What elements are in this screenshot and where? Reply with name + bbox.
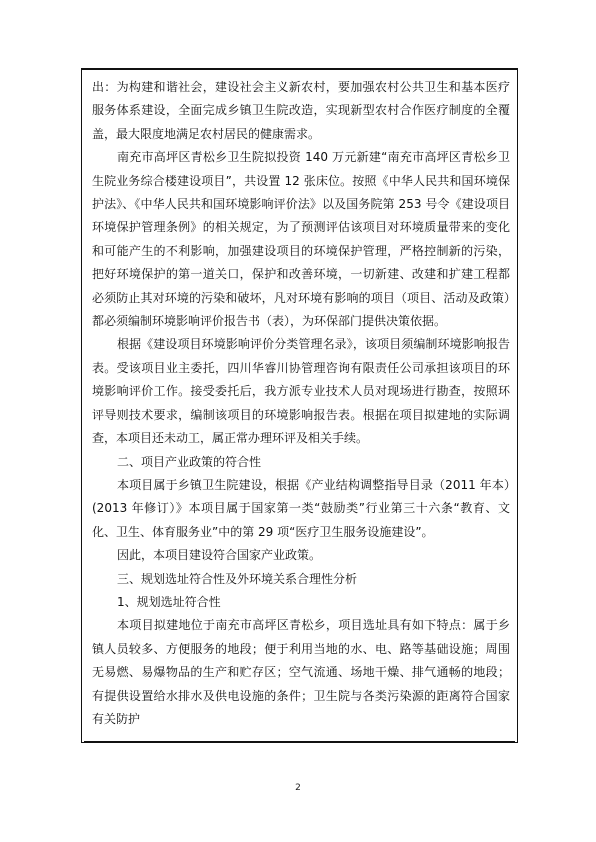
paragraph-continuation: 出：为构建和谐社会，建设社会主义新农村，要加强农村公共卫生和基本医疗服务体系建设，全面完成乡镇卫生院改造，实现新型农村合作医疗制度的全覆盖，最大限度地满足农村居民的健康需求。 (92, 80, 510, 141)
section-heading-site-planning: 三、规划选址符合性及外环境关系合理性分析 (117, 571, 358, 586)
page-number: 2 (295, 783, 301, 793)
content-frame (81, 68, 518, 743)
subsection-heading-site-conformity: 1、规划选址符合性 (117, 594, 221, 609)
paragraph-policy-conclusion: 因此，本项目建设符合国家产业政策。 (117, 548, 322, 563)
document-body (92, 76, 510, 731)
paragraph-industry-catalog: 本项目属于乡镇卫生院建设，根据《产业结构调整指导目录（2011 年本）(2013 年修订）》本项目属于国家第一类“鼓励类”行业第三十六条“教育、文化、卫生、体育服务业”中的第 29 项“医疗卫生服务设施建设”。 (92, 477, 510, 539)
paragraph-project-intro: 南充市高坪区青松乡卫生院拟投资 140 万元新建“南充市高坪区青松乡卫生院业务综合楼建设项目”，共设置 12 张床位。按照《中华人民共和国环境保护法》、《中华人民共和国环境影响评价法》以及国务院第 253 号令《建设项目环境保护管理条例》的相关规定，为了预测评估该项目对环境质量带来的变化和可能产生的不利影响，加强建设项目的环境保护管理，严格控制新的污染，把好环境保护的第一道关口，保护和改善环境，一切新建、改建和扩建工程都必须防止其对环境的污染和破坏，凡对环境有影响的项目（项目、活动及政策）都必须编制环境影响评价报告书（表），为环保部门提供决策依据。 (92, 150, 510, 329)
paragraph-eia-requirement: 根据《建设项目环境影响评价分类管理名录》，该项目须编制环境影响报告表。受该项目业主委托，四川华睿川协管理咨询有限责任公司承担该项目的环境影响评价工作。接受委托后，我方派专业技术人员对现场进行勘查，按照环评导则技术要求，编制该项目的环境影响报告表。根据在项目拟建地的实际调查，本项目还未动工，属正常办理环评及相关手续。 (92, 337, 510, 446)
section-heading-industry-policy: 二、项目产业政策的符合性 (117, 454, 262, 469)
paragraph-site-features: 本项目拟建地位于南充市高坪区青松乡，项目选址具有如下特点：属于乡镇人员较多、方便服务的地段；便于利用当地的水、电、路等基础设施；周围无易燃、易爆物品的生产和贮存区；空气流通、场地干燥、排气通畅的地段；有提供设置给水排水及供电设施的条件；卫生院与各类污染源的距离符合国家有关防护 (92, 618, 510, 726)
